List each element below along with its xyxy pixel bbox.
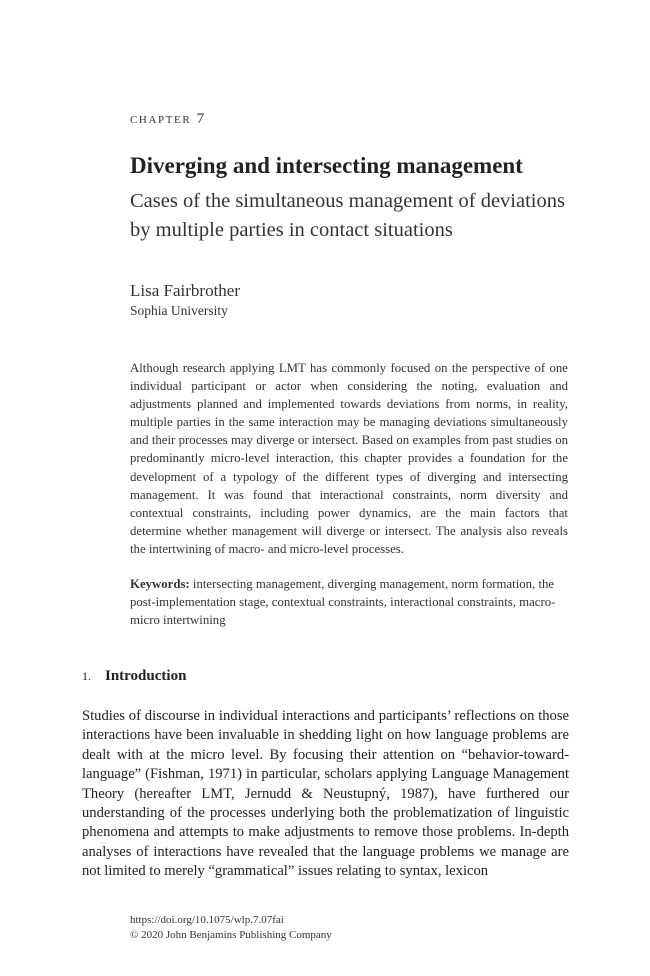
author-name: Lisa Fairbrother xyxy=(130,281,240,300)
section-number: 1. xyxy=(82,669,91,683)
keywords xyxy=(130,575,568,629)
keywords-label: Keywords: xyxy=(130,577,190,591)
copyright-notice: © 2020 John Benjamins Publishing Company xyxy=(130,929,332,941)
chapter-title: Diverging and intersecting management xyxy=(130,153,523,178)
section-title: Introduction xyxy=(105,668,187,684)
chapter-label: chapter 7 xyxy=(130,111,206,127)
author-affiliation: Sophia University xyxy=(130,303,228,318)
abstract: Although research applying LMT has commonly focused on the perspective of one individual participant or actor when considering the noting, evaluation and adjustments planned and implemented towards deviations from norms, in reality, multiple parties in the same interaction may be managing deviations simultaneously and their processes may diverge or intersect. Based on examples from past studies on predominantly micro-level interaction, this chapter provides a foundation for the development of a typology of the different types of diverging and intersecting management. It was found that interactional constraints, norm diversity and contextual constraints, including power dynamics, are the main factors that determine whether management will diverge or intersect. The analysis also reveals the intertwining of macro- and micro-level processes. xyxy=(130,361,568,556)
chapter-subtitle: Cases of the simultaneous management of deviations by multiple parties in contact situations xyxy=(130,190,565,241)
body-paragraph: Studies of discourse in individual interactions and participants’ reflections on those interactions have been invaluable in shedding light on how language problems are dealt with at the micro level. By focusing their attention on “behavior-toward-language” (Fishman, 1971) in particular, scholars applying Language Management Theory (hereafter LMT, Jernudd & Neustupný, 1987), have furthered our understanding of the processes underlying both the problematization of linguistic phenomena and attempts to make adjustments to remove those problems. In-depth analyses of interactions have revealed that the language problems we manage are not limited to merely “grammatical” issues relating to syntax, lexicon xyxy=(82,708,569,880)
section-heading xyxy=(82,668,186,685)
keywords-text: intersecting management, diverging management, norm formation, the post-implementation stage, contextual constraints, interactional constraints, macro-micro intertwining xyxy=(130,577,556,627)
doi-link[interactable]: https://doi.org/10.1075/wlp.7.07fai xyxy=(130,914,284,926)
